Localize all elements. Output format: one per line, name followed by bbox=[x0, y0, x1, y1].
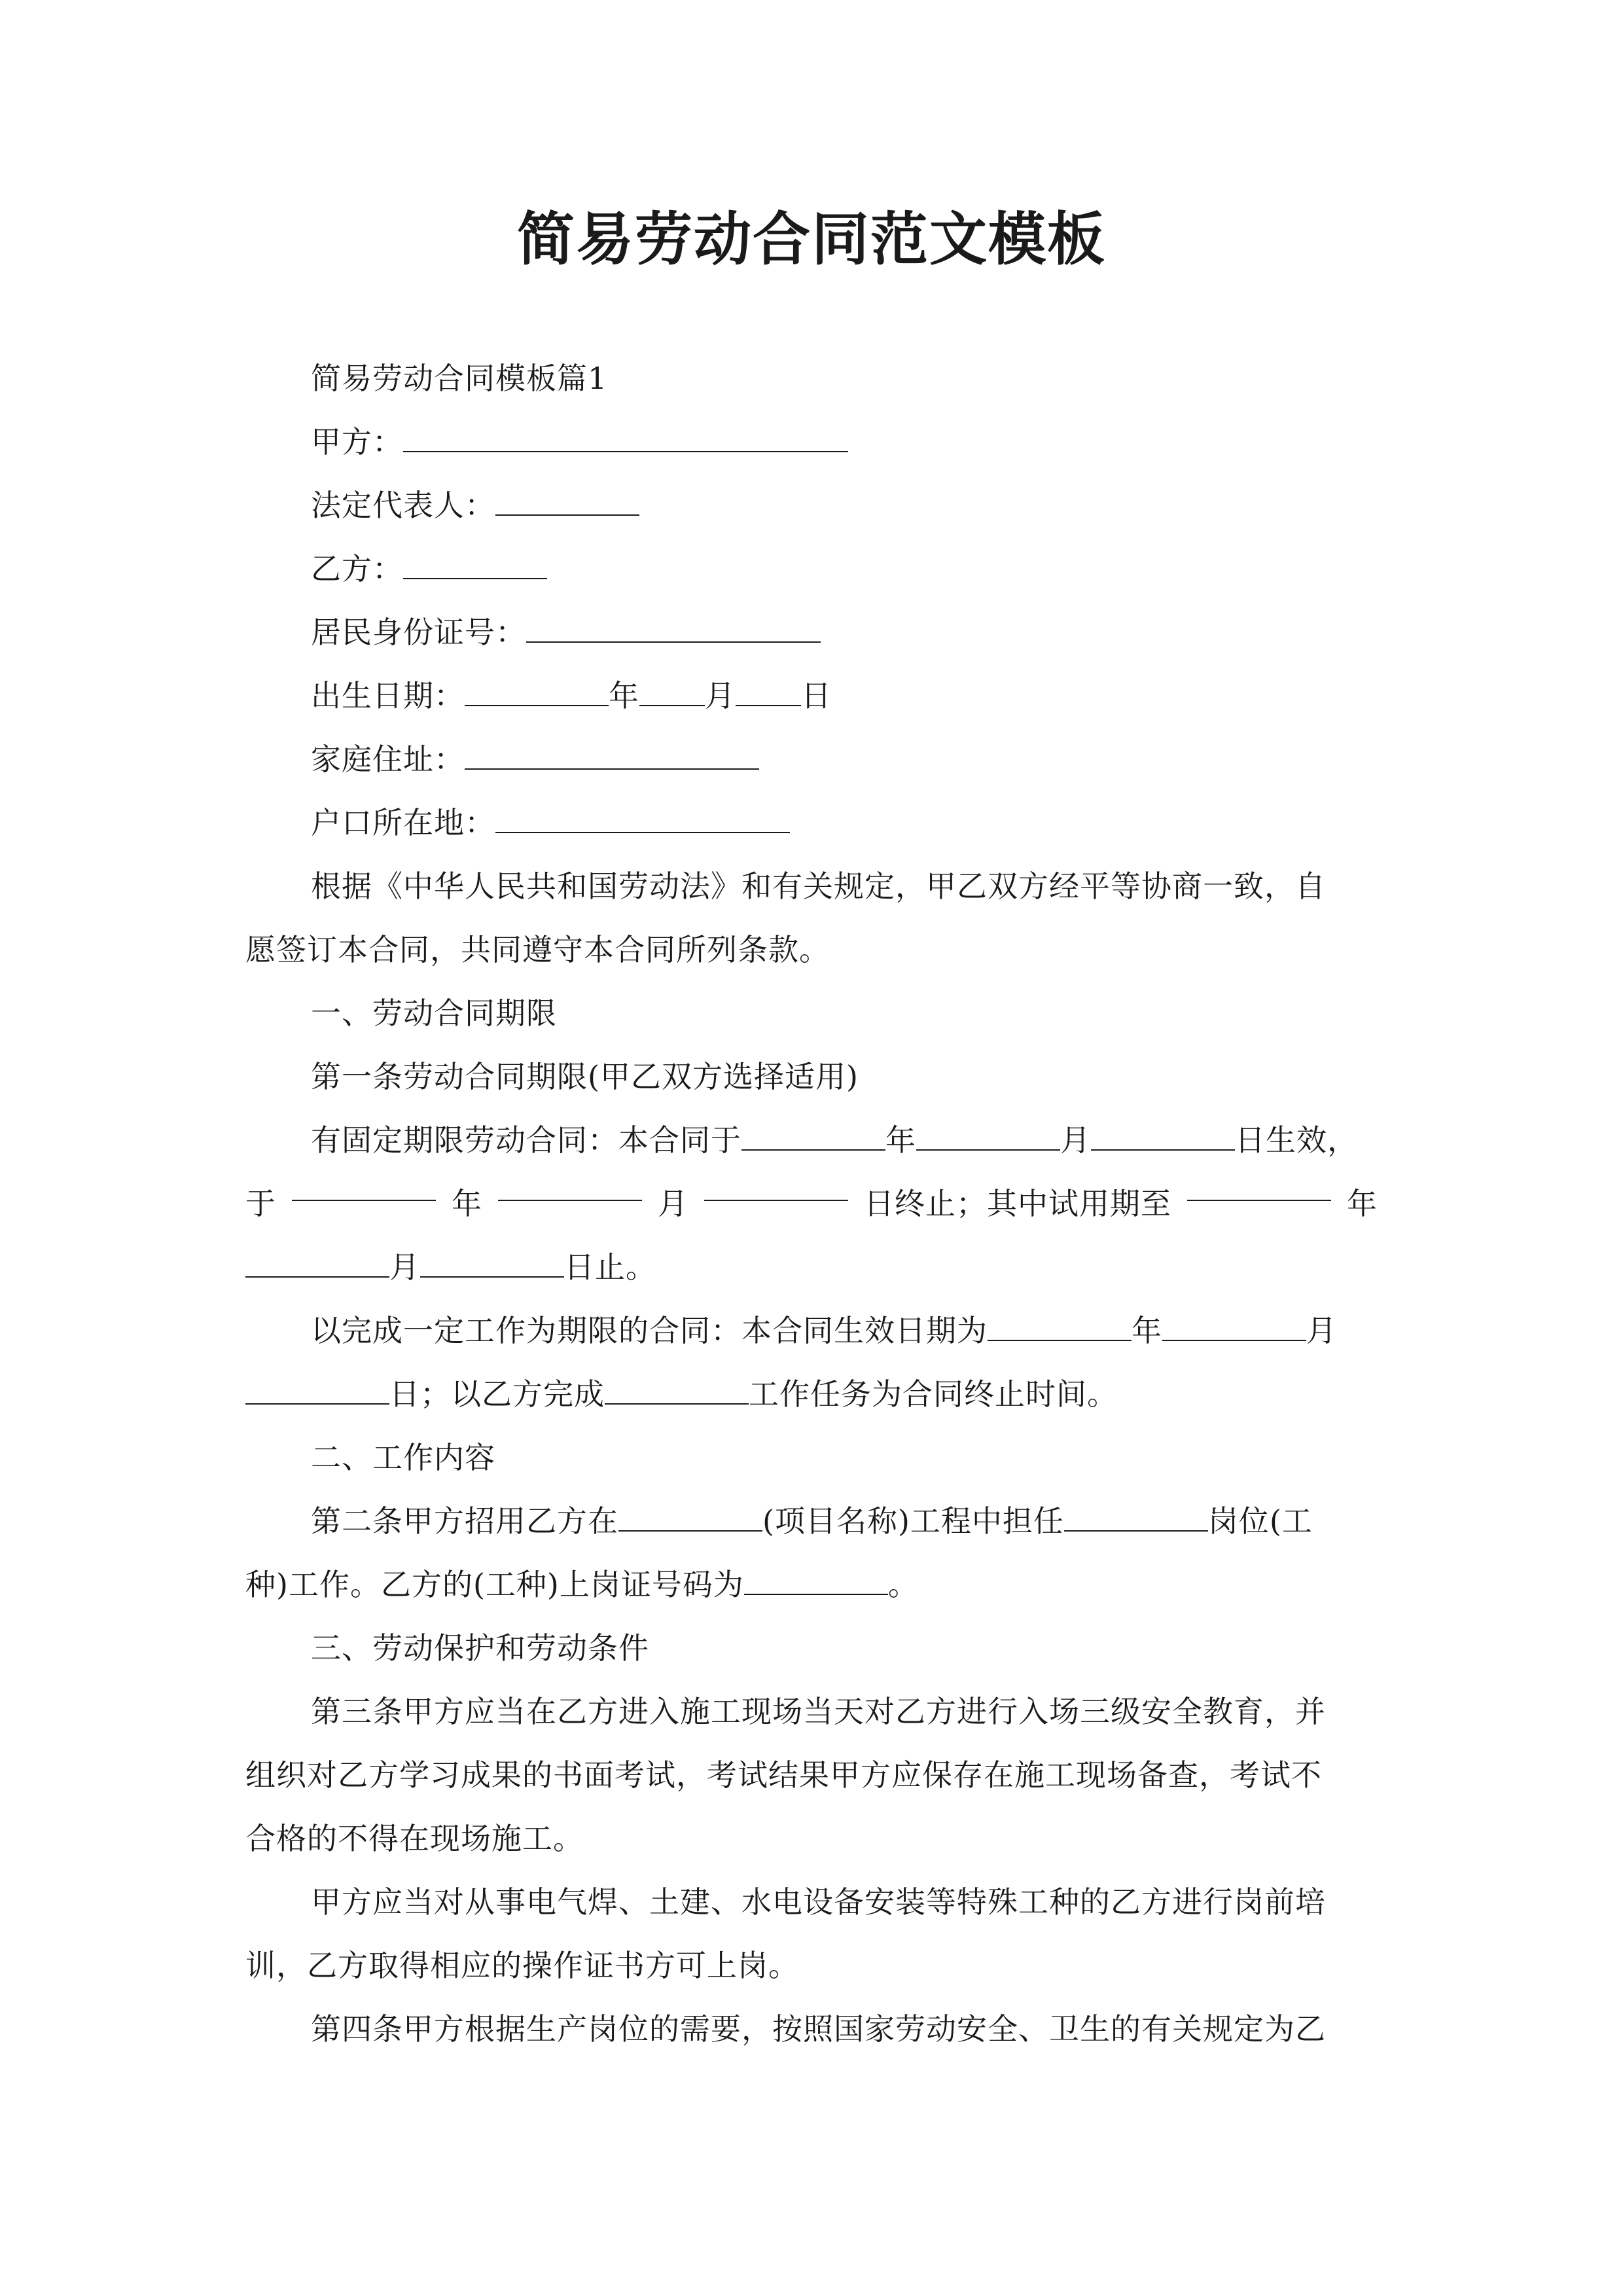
project-name-blank[interactable] bbox=[618, 1503, 762, 1532]
section-heading: 简易劳动合同模板篇1 bbox=[311, 361, 608, 396]
start-day-blank[interactable] bbox=[1091, 1122, 1235, 1151]
field-party-b: 乙方： bbox=[245, 537, 1378, 601]
legal-rep-blank[interactable] bbox=[495, 487, 639, 516]
field-legal-rep: 法定代表人： bbox=[245, 474, 1378, 537]
task-term-line-1: 以完成一定工作为期限的合同：本合同生效日期为 年 月 bbox=[311, 1313, 1337, 1348]
field-home-address: 家庭住址： bbox=[245, 728, 1378, 791]
article-2-line-1: 第二条甲方招用乙方在 (项目名称)工程中担任 岗位(工 bbox=[311, 1503, 1313, 1539]
field-hukou: 户口所在地： bbox=[245, 791, 1378, 855]
task-month-blank[interactable] bbox=[1162, 1312, 1306, 1341]
task-work-blank[interactable] bbox=[605, 1376, 749, 1405]
hukou-blank[interactable] bbox=[495, 804, 790, 833]
field-id-number: 居民身份证号： bbox=[245, 601, 1378, 664]
task-year-blank[interactable] bbox=[988, 1312, 1132, 1341]
start-month-blank[interactable] bbox=[916, 1122, 1060, 1151]
intro-line-2: 愿签订本合同，共同遵守本合同所列条款。 bbox=[245, 932, 830, 967]
article-2-line-2: 种)工作。乙方的(工种)上岗证号码为 。 bbox=[245, 1567, 919, 1602]
fixed-term-line-2: 于 年 月 日终止；其中试用期至 年 bbox=[245, 1172, 1378, 1236]
field-party-a: 甲方： bbox=[245, 410, 1378, 474]
end-month-blank[interactable] bbox=[498, 1172, 642, 1201]
home-address-blank[interactable] bbox=[465, 741, 759, 770]
end-day-blank[interactable] bbox=[704, 1172, 848, 1201]
task-day-blank[interactable] bbox=[245, 1376, 389, 1405]
birth-year-blank[interactable] bbox=[465, 677, 609, 706]
probation-day-blank[interactable] bbox=[420, 1249, 564, 1278]
article-3b-line-2: 训，乙方取得相应的操作证书方可上岗。 bbox=[245, 1948, 799, 1983]
fixed-term-line-1: 有固定期限劳动合同：本合同于 年 月 日生效， bbox=[311, 1122, 1358, 1158]
document-page bbox=[245, 0, 1378, 2296]
intro-line-1: 根据《中华人民共和国劳动法》和有关规定，甲乙双方经平等协商一致，自 bbox=[311, 869, 1326, 904]
party-a-blank[interactable] bbox=[403, 423, 848, 452]
section-3-heading: 三、劳动保护和劳动条件 bbox=[311, 1630, 649, 1666]
party-b-blank[interactable] bbox=[403, 550, 547, 579]
birth-day-blank[interactable] bbox=[736, 677, 801, 706]
article-4-line-1: 第四条甲方根据生产岗位的需要，按照国家劳动安全、卫生的有关规定为乙 bbox=[311, 2011, 1326, 2047]
section-1-heading: 一、劳动合同期限 bbox=[311, 996, 557, 1031]
field-birth-date: 出生日期： 年 月 日 bbox=[311, 678, 832, 713]
end-year-blank[interactable] bbox=[292, 1172, 436, 1201]
document-body bbox=[245, 347, 1378, 2061]
article-3b-line-1: 甲方应当对从事电气焊、土建、水电设备安装等特殊工种的乙方进行岗前培 bbox=[311, 1884, 1326, 1920]
section-2-heading: 二、工作内容 bbox=[311, 1440, 495, 1475]
article-3-line-3: 合格的不得在现场施工。 bbox=[245, 1821, 584, 1856]
position-blank[interactable] bbox=[1064, 1503, 1208, 1532]
id-number-blank[interactable] bbox=[526, 614, 821, 643]
article-1-title: 第一条劳动合同期限(甲乙双方选择适用) bbox=[311, 1059, 859, 1094]
fixed-term-line-3: 月 日止。 bbox=[245, 1236, 1378, 1299]
certificate-number-blank[interactable] bbox=[744, 1566, 888, 1595]
probation-month-blank[interactable] bbox=[245, 1249, 389, 1278]
document-title: 简易劳动合同范文模板 bbox=[516, 205, 1106, 273]
probation-year-blank[interactable] bbox=[1187, 1172, 1331, 1201]
birth-month-blank[interactable] bbox=[639, 677, 705, 706]
start-year-blank[interactable] bbox=[741, 1122, 885, 1151]
article-3-line-2: 组织对乙方学习成果的书面考试，考试结果甲方应保存在施工现场备查，考试不 bbox=[245, 1757, 1322, 1793]
task-term-line-2: 日；以乙方完成 工作任务为合同终止时间。 bbox=[245, 1363, 1378, 1426]
article-3-line-1: 第三条甲方应当在乙方进入施工现场当天对乙方进行入场三级安全教育，并 bbox=[311, 1694, 1326, 1729]
